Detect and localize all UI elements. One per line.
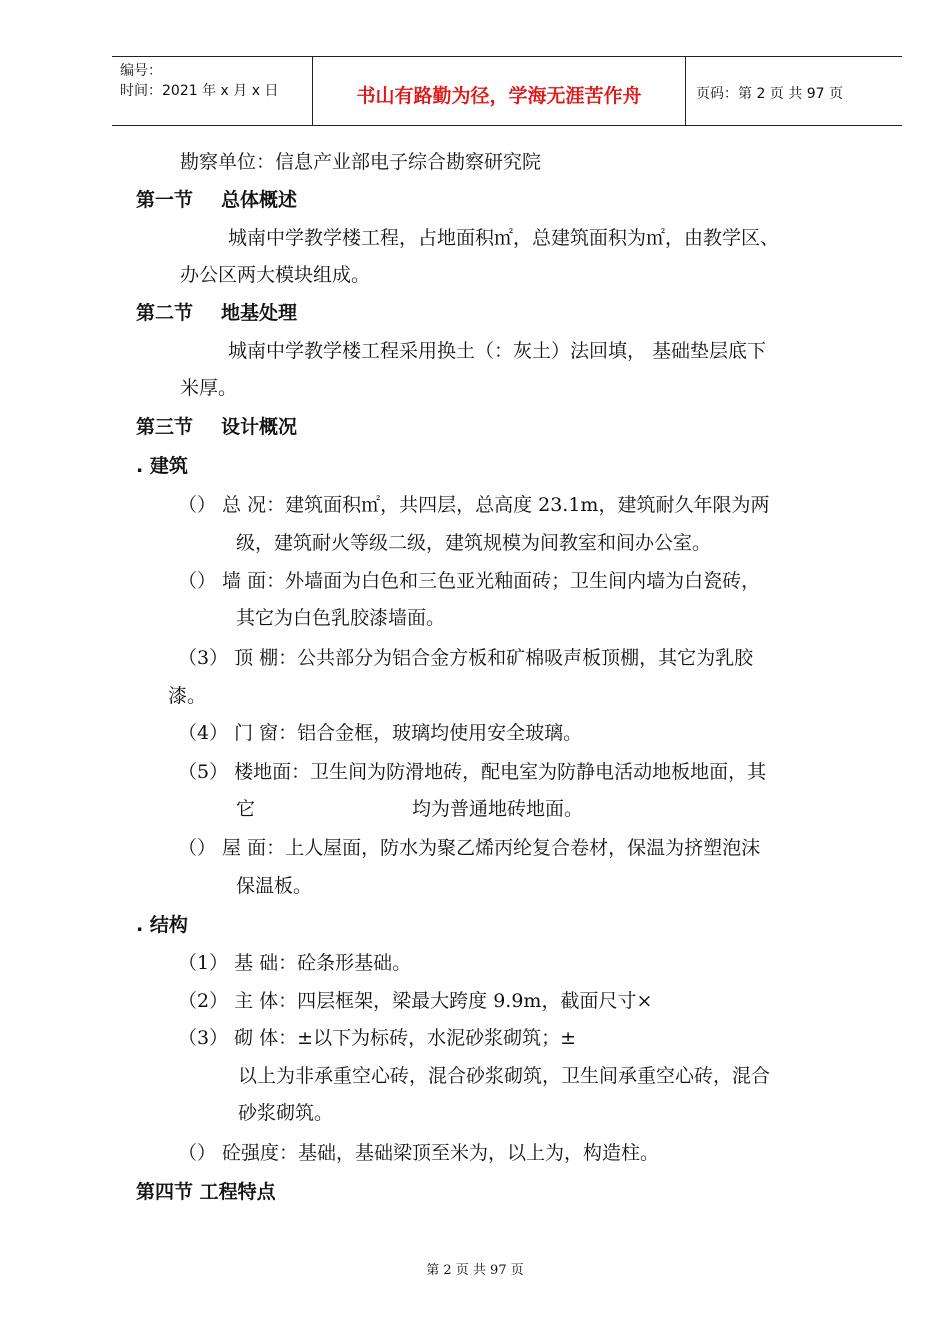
arch-item-5-line-1: （5） 楼地面：卫生间为防滑地砖，配电室为防静电活动地板地面，其 bbox=[178, 761, 767, 783]
struct-item-3-line-3: 砂浆砌筑。 bbox=[238, 1102, 334, 1124]
section-1-title: 总体概述 bbox=[221, 189, 298, 211]
header-motto-cell bbox=[312, 57, 686, 125]
paragraph-1-line-1: 城南中学教学楼工程，占地面积㎡，总建筑面积为㎡，由教学区、 bbox=[228, 227, 780, 249]
subsection-architecture: . 建筑 bbox=[136, 455, 188, 477]
struct-item-1: （1） 基 础：砼条形基础。 bbox=[178, 952, 412, 974]
struct-item-3-line-2: 以上为非承重空心砖，混合砂浆砌筑，卫生间承重空心砖，混合 bbox=[238, 1065, 771, 1087]
header-motto: 书山有路勤为径，学海无涯苦作舟 bbox=[356, 85, 642, 107]
struct-item-3-line-1: （3） 砌 体：±以下为标砖，水泥砂浆砌筑；± bbox=[178, 1027, 577, 1049]
arch-item-5-line-2a: 它 bbox=[236, 798, 256, 820]
section-2-title: 地基处理 bbox=[221, 302, 298, 324]
arch-item-2-line-1: （） 墙 面：外墙面为白色和三色亚光釉面砖；卫生间内墙为白瓷砖， bbox=[178, 570, 761, 592]
arch-item-5-line-2b: 均为普通地砖地面。 bbox=[412, 798, 584, 820]
arch-item-1-line-1: （） 总 况：建筑面积㎡，共四层，总高度 23.1m，建筑耐久年限为两 bbox=[178, 494, 770, 516]
section-3-title: 设计概况 bbox=[221, 416, 298, 438]
arch-item-3-line-2: 漆。 bbox=[168, 685, 207, 707]
section-1-number: 第一节 bbox=[136, 189, 194, 211]
header-meta bbox=[112, 57, 312, 125]
arch-item-6-line-2: 保温板。 bbox=[236, 875, 313, 897]
header-page-info: 页码：第 2 页 共 97 页 bbox=[696, 86, 843, 102]
page-footer: 第 2 页 共 97 页 bbox=[426, 1263, 524, 1278]
document-time-label: 时间：2021 年 x 月 x 日 bbox=[120, 83, 279, 99]
section-3-heading bbox=[136, 414, 297, 440]
paragraph-2-line-1: 城南中学教学楼工程采用换土（：灰土）法回填， 基础垫层底下 bbox=[228, 340, 767, 362]
struct-item-2: （2） 主 体：四层框架，梁最大跨度 9.9m，截面尺寸× bbox=[178, 990, 653, 1012]
page-header bbox=[112, 56, 902, 126]
subsection-structure: . 结构 bbox=[136, 914, 188, 936]
section-1-heading bbox=[136, 187, 297, 213]
paragraph-2-line-2: 米厚。 bbox=[180, 377, 238, 399]
section-2-number: 第二节 bbox=[136, 302, 194, 324]
paragraph-1-line-2: 办公区两大模块组成。 bbox=[180, 264, 371, 286]
survey-unit: 勘察单位：信息产业部电子综合勘察研究院 bbox=[180, 151, 542, 173]
section-3-number: 第三节 bbox=[136, 416, 194, 438]
document-number-label: 编号： bbox=[120, 63, 162, 79]
arch-item-3-line-1: （3） 顶 棚：公共部分为铝合金方板和矿棉吸声板顶棚，其它为乳胶 bbox=[178, 647, 754, 669]
arch-item-1-line-2: 级，建筑耐火等级二级，建筑规模为间教室和间办公室。 bbox=[236, 532, 712, 554]
arch-item-6-line-1: （） 屋 面：上人屋面，防水为聚乙烯丙纶复合卷材，保温为挤塑泡沫 bbox=[178, 837, 761, 859]
arch-item-4-line-1: （4） 门 窗：铝合金框，玻璃均使用安全玻璃。 bbox=[178, 722, 583, 744]
struct-item-4: （） 砼强度：基础，基础梁顶至米为，以上为，构造柱。 bbox=[178, 1142, 660, 1164]
arch-item-2-line-2: 其它为白色乳胶漆墙面。 bbox=[236, 607, 446, 629]
section-2-heading bbox=[136, 300, 297, 326]
section-4-heading: 第四节 工程特点 bbox=[136, 1181, 276, 1203]
